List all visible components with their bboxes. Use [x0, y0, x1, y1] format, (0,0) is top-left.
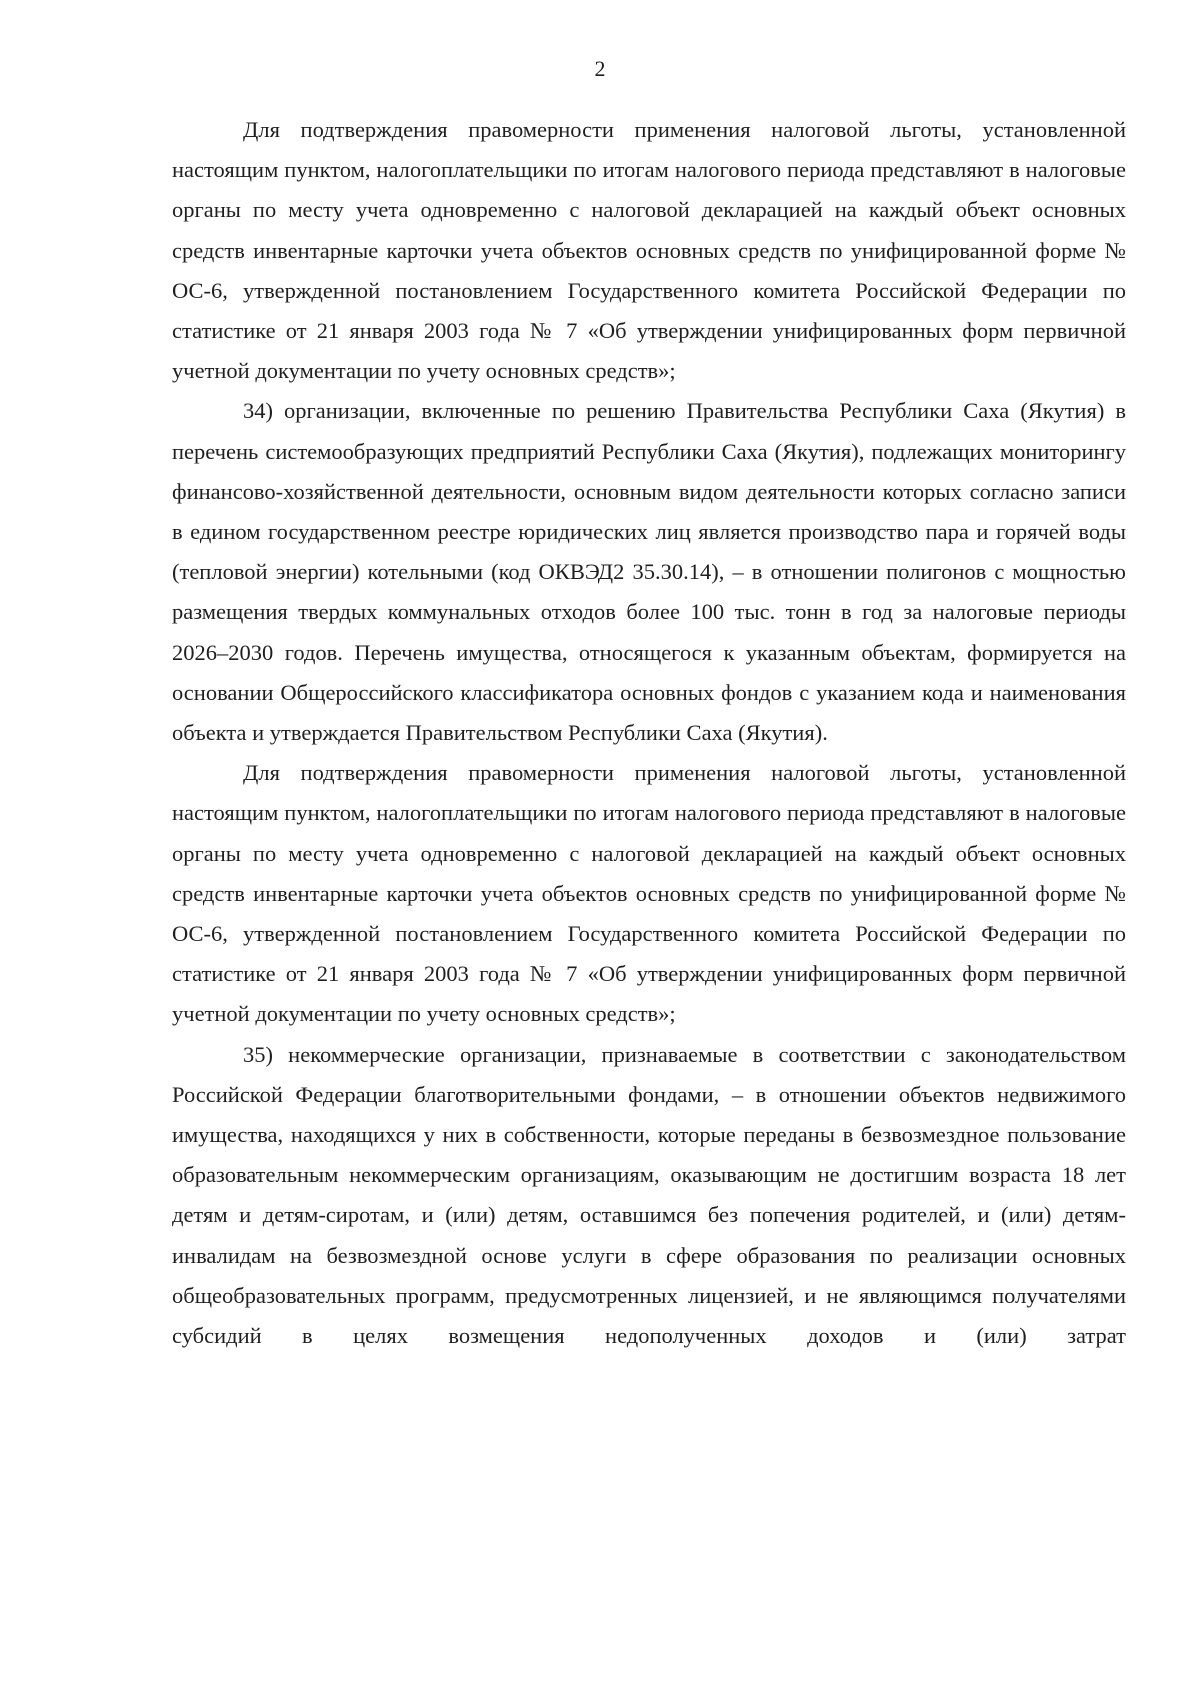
document-text	[172, 110, 1126, 1356]
paragraph-tax-benefit-confirmation-1: Для подтверждения правомерности применения налоговой льготы, установленной настоящим пунктом, налогоплательщики по итогам налогового периода представляют в налоговые органы по месту учета одновременно с налоговой декларацией на каждый объект основных средств инвентарные карточки учета объектов основных средств по унифицированной форме № ОС-6, утвержденной постановлением Государственного комитета Российской Федерации по статистике от 21 января 2003 года № 7 «Об утверждении унифицированных форм первичной учетной документации по учету основных средств»;	[172, 117, 1126, 384]
page-number: 2	[594, 56, 606, 81]
paragraph-item-35: 35) некоммерческие организации, признаваемые в соответствии с законодательством Российской Федерации благотворительными фондами, – в отношении объектов недвижимого имущества, находящихся у них в собственности, которые переданы в безвозмездное пользование образовательным некоммерческим организациям, оказывающим не достигшим возраста 18 лет детям и детям-сиротам, и (или) детям, оставшимся без попечения родителей, и (или) детям-инвалидам на безвозмездной основе услуги в сфере образования по реализации основных общеобразовательных программ, предусмотренных лицензией, и не являющимся получателями субсидий в целях возмещения недополученных доходов и (или) затрат	[172, 1041, 1126, 1349]
paragraph-tax-benefit-confirmation-2: Для подтверждения правомерности применения налоговой льготы, установленной настоящим пунктом, налогоплательщики по итогам налогового периода представляют в налоговые органы по месту учета одновременно с налоговой декларацией на каждый объект основных средств инвентарные карточки учета объектов основных средств по унифицированной форме № ОС-6, утвержденной постановлением Государственного комитета Российской Федерации по статистике от 21 января 2003 года № 7 «Об утверждении унифицированных форм первичной учетной документации по учету основных средств»;	[172, 760, 1126, 1027]
paragraph-item-34: 34) организации, включенные по решению Правительства Республики Саха (Якутия) в перечень системообразующих предприятий Республики Саха (Якутия), подлежащих мониторингу финансово-хозяйственной деятельности, основным видом деятельности которых согласно записи в едином государственном реестре юридических лиц является производство пара и горячей воды (тепловой энергии) котельными (код ОКВЭД2 35.30.14), – в отношении полигонов с мощностью размещения твердых коммунальных отходов более 100 тыс. тонн в год за налоговые периоды 2026–2030 годов. Перечень имущества, относящегося к указанным объектам, формируется на основании Общероссийского классификатора основных фондов с указанием кода и наименования объекта и утверждается Правительством Республики Саха (Якутия).	[172, 398, 1126, 746]
